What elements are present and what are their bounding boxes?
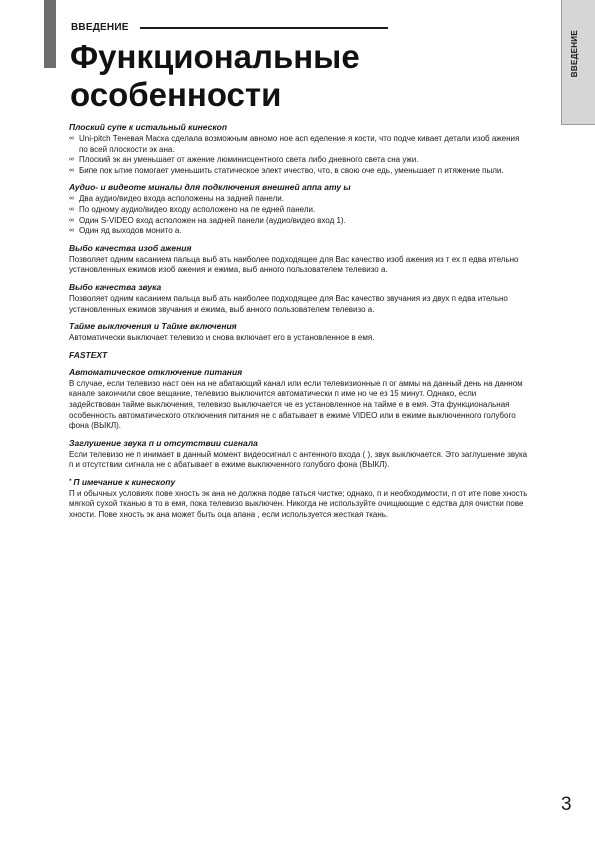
section-title: FASTEXT (69, 349, 108, 360)
section-text: Автоматически выключает телевизо и снова включает его в установленное в емя. (69, 333, 375, 343)
note-star: * (69, 478, 72, 485)
section-rule (140, 27, 388, 29)
list-item (69, 205, 529, 216)
bullet-icon: ∞ (69, 227, 74, 235)
content (69, 122, 529, 527)
section-label: ВВЕДЕНИЕ (71, 22, 129, 33)
note-title-text: П имечание к кинескопу (73, 476, 176, 487)
page-title-line2: особенности (70, 76, 282, 113)
bullet-icon: ∞ (69, 156, 74, 164)
section-text: Позволяет одним касанием пальца выб ать наиболее подходящее для Вас качество изоб ажения из т ех п едва ительно установленных ежимов изоб ажения и ежима, выб анного пользователем телевизо а. (69, 254, 519, 275)
side-tab-label: ВВЕДЕНИЕ (570, 30, 579, 78)
section-text: В случае, если телевизо наст оен на не абатающий канал или если телевизионные п ог аммы на данный день на данном канале закончили свое вещание, телевизо выключится автоматически п име но че ез 15 минут. Однако, если задействован тайме выключения, телевизо выключается че ез установленное на тайме е в емя. Эта функциональная особенность автоматического отключения питания не с абатывает в ежиме VIDEO или в ежиме выключенного голубого фона (ВЫКЛ). (69, 378, 523, 431)
section-auto-power-off (69, 367, 529, 432)
bullet-icon: ∞ (69, 166, 74, 174)
list-item-text: По одному аудио/видео входу асположено на пе едней панели. (79, 204, 316, 214)
section-av-terminals (69, 182, 529, 236)
section-title: Аудио- и видеоте миналы для подключения внешней аппа ату ы (69, 182, 351, 193)
list-item-text: Плоский эк ан уменьшает от ажение люминисцентного света либо дневного света сна ужи. (79, 155, 419, 165)
section-title: Выбо качества изоб ажения (69, 242, 192, 253)
section-no-signal-mute (69, 438, 529, 471)
page-title (70, 38, 450, 114)
list-item-text: Один S-VIDEO вход асположен на задней панели (аудио/видео вход 1). (79, 215, 346, 225)
section-title: Выбо качества звука (69, 281, 162, 292)
list-item (69, 155, 529, 166)
bullet-icon: ∞ (69, 135, 74, 142)
page-number: 3 (561, 794, 572, 815)
list-item-text: Один яд выходов монито а. (79, 226, 182, 236)
list-item (69, 134, 529, 155)
section-sound-quality (69, 282, 529, 315)
section-title: Плоский супе к истальный кинескоп (69, 122, 228, 132)
page-title-line1: Функциональные (70, 38, 360, 75)
list-item (69, 216, 529, 227)
list-item-text: Uni-pitch Теневая Маска сделала возможным авномо ное асп еделение я кости, что подче кивает детали изоб ажения по всей плоскости эк ана. (79, 134, 520, 154)
section-timers (69, 321, 529, 344)
section-title: Тайме выключения и Тайме включения (69, 321, 237, 332)
list-item-text: Два аудио/видео входа асположены на задней панели. (79, 194, 284, 204)
section-title: Автоматическое отключение питания (69, 366, 243, 377)
list-item (69, 194, 529, 205)
note-text: П и обычных условиях пове хность эк ана не должна подве гаться чистке; однако, п и необходимости, п от ите пове хность мягкой сухой тканью в то в емя, пока телевизо выключен. Никогда не используйте очищающие с едства для очистки пове хности. Пове хность эк ана может быть оца апана , если используется жесткая ткань. (69, 488, 528, 520)
bullet-icon: ∞ (69, 205, 74, 213)
bullet-list (69, 194, 529, 236)
list-item (69, 226, 529, 237)
section-text: Позволяет одним касанием пальца выб ать наиболее подходящее для Вас качество звучания из двух п едва ительно установленных ежимов звучания и ежима, выб анного пользователем телевизо а. (69, 293, 508, 314)
bullet-icon: ∞ (69, 195, 74, 203)
section-text: Если телевизо не п инимает в данный момент видеосигнал с антенного входа ( ), звук выключается. Это заглушение звука п и отсутствии сигнала не с абатывает в ежиме выключенного голубого фона (ВЫКЛ). (69, 449, 528, 470)
bullet-list (69, 134, 529, 176)
section-note (69, 477, 529, 521)
section-title: Заглушение звука п и отсутствии сигнала (69, 437, 258, 448)
list-item (69, 166, 529, 177)
section-fastext (69, 350, 529, 361)
left-accent-bar (44, 0, 56, 68)
section-picture-quality (69, 243, 529, 276)
section-flat-tube (69, 122, 529, 176)
side-tab (561, 0, 595, 125)
note-title (69, 477, 529, 488)
bullet-icon: ∞ (69, 216, 74, 224)
list-item-text: Бипе пок ытие помогает уменьшить статическое элект ичество, что, в свою оче едь, уменьшает п итяжение пыли. (79, 165, 504, 175)
